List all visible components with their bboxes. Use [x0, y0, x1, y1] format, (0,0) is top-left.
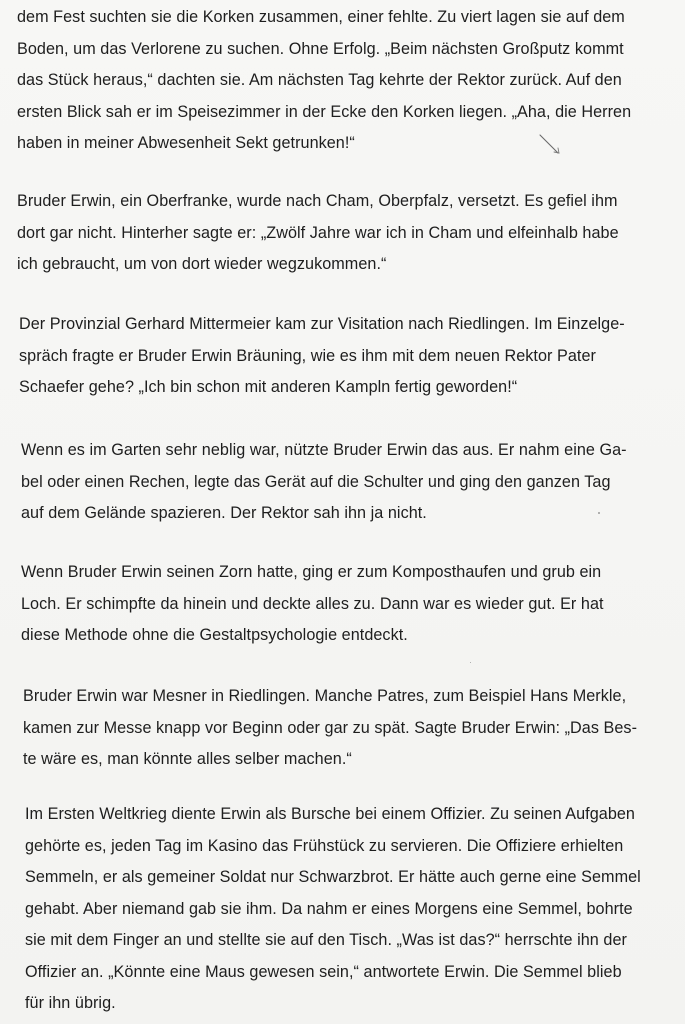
scan-speck: [470, 662, 471, 663]
text-line: Der Provinzial Gerhard Mittermeier kam zur Visitation nach Riedlingen. Im Einzelge-: [19, 315, 625, 333]
pen-stroke-mark: [538, 133, 562, 155]
paragraph-compost-story: [21, 557, 604, 652]
paragraph-visitation-story: [19, 309, 625, 404]
paragraph-semmel-story: [25, 799, 641, 1020]
paragraph-fog-story: [21, 435, 627, 530]
text-line: das Stück heraus,“ dachten sie. Am nächsten Tag kehrte der Rektor zurück. Auf den: [17, 71, 622, 89]
text-line: spräch fragte er Bruder Erwin Bräuning, wie es ihm mit dem neuen Rektor Pater: [19, 346, 596, 365]
paragraph-mesner-story: [23, 681, 637, 776]
text-line: Semmeln, er als gemeiner Soldat nur Schwarzbrot. Er hätte auch gerne eine Semmel: [25, 868, 641, 886]
text-line: sie mit dem Finger an und stellte sie auf den Tisch. „Was ist das?“ herrschte ihn der: [25, 931, 627, 949]
text-line: gehörte es, jeden Tag im Kasino das Frühstück zu servieren. Die Offiziere erhielten: [25, 836, 624, 855]
text-line: auf dem Gelände spazieren. Der Rektor sah ihn ja nicht.: [21, 504, 427, 522]
text-line: Wenn Bruder Erwin seinen Zorn hatte, ging er zum Komposthaufen und grub ein: [21, 563, 602, 581]
text-line: für ihn übrig.: [25, 994, 116, 1012]
text-line: te wäre es, man könnte alles selber machen.“: [23, 750, 352, 768]
text-line: diese Methode ohne die Gestaltpsychologie entdeckt.: [21, 626, 408, 644]
text-line: gehabt. Aber niemand gab sie ihm. Da nahm er eines Morgens eine Semmel, bohrte: [25, 899, 633, 918]
text-line: Bruder Erwin war Mesner in Riedlingen. Manche Patres, zum Beispiel Hans Merkle,: [23, 687, 627, 705]
text-line: dem Fest suchten sie die Korken zusammen, einer fehlte. Zu viert lagen sie auf dem: [17, 8, 625, 26]
text-line: Wenn es im Garten sehr neblig war, nützte Bruder Erwin das aus. Er nahm eine Ga-: [21, 441, 627, 459]
text-line: dort gar nicht. Hinterher sagte er: „Zwölf Jahre war ich in Cham und elfeinhalb habe: [17, 223, 619, 242]
text-line: Schaefer gehe? „Ich bin schon mit anderen Kampln fertig geworden!“: [19, 378, 518, 396]
paragraph-cham-story: [17, 186, 619, 281]
text-line: haben in meiner Abwesenheit Sekt getrunken!“: [17, 134, 355, 152]
text-line: kamen zur Messe knapp vor Beginn oder gar zu spät. Sagte Bruder Erwin: „Das Bes-: [23, 718, 638, 737]
text-line: Boden, um das Verlorene zu suchen. Ohne Erfolg. „Beim nächsten Großputz kommt: [17, 39, 624, 58]
text-line: Loch. Er schimpfte da hinein und deckte alles zu. Dann war es wieder gut. Er hat: [21, 594, 604, 613]
text-line: ich gebraucht, um von dort wieder wegzukommen.“: [17, 255, 387, 273]
text-line: Offizier an. „Könnte eine Maus gewesen sein,“ antwortete Erwin. Die Semmel blieb: [25, 962, 622, 981]
scan-speck: [598, 512, 600, 514]
text-line: bel oder einen Rechen, legte das Gerät auf die Schulter und ging den ganzen Tag: [21, 472, 611, 491]
text-line: Bruder Erwin, ein Oberfranke, wurde nach Cham, Oberpfalz, versetzt. Es gefiel ihm: [17, 192, 618, 210]
text-line: Im Ersten Weltkrieg diente Erwin als Bursche bei einem Offizier. Zu seinen Aufgaben: [25, 805, 635, 823]
text-line: ersten Blick sah er im Speisezimmer in der Ecke den Korken liegen. „Aha, die Herren: [17, 102, 632, 121]
